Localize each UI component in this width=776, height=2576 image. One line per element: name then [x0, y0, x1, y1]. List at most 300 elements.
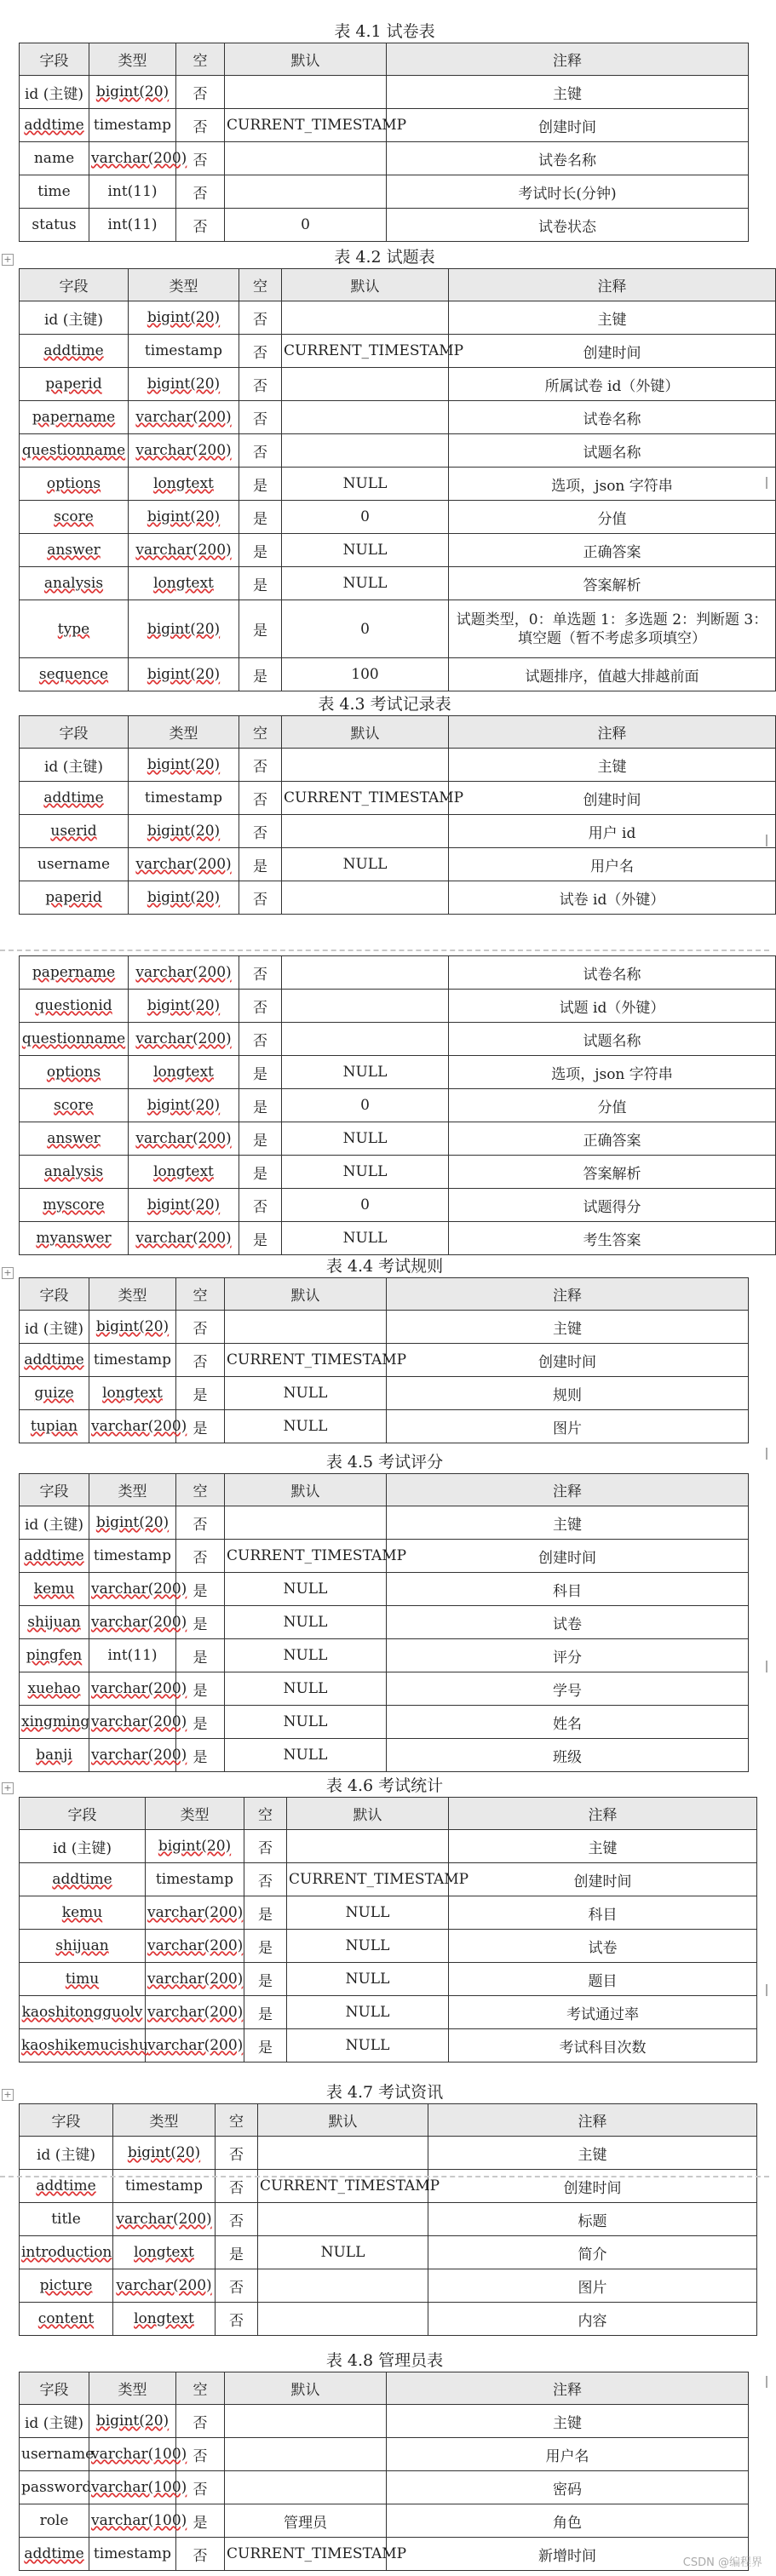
cell-comment: 主键: [449, 749, 776, 782]
cell-field: status: [20, 209, 89, 242]
cell-field: addtime: [20, 2170, 113, 2203]
table-resize-handle[interactable]: [762, 1661, 767, 1672]
table-row: [20, 1122, 776, 1156]
cell-null: 否: [176, 2405, 225, 2438]
cell-default: [282, 815, 449, 848]
cell-comment: 答案解析: [449, 1156, 776, 1189]
cell-comment: 主键: [449, 1830, 757, 1863]
column-header-type: 类型: [146, 1798, 244, 1830]
cell-type: timestamp: [129, 782, 239, 815]
table-header-row: [20, 716, 776, 749]
cell-comment: 标题: [428, 2203, 757, 2236]
cell-type: varchar(200): [129, 401, 239, 434]
cell-default: NULL: [225, 1672, 387, 1706]
cell-default: [225, 2471, 387, 2504]
column-header-field: 字段: [20, 269, 129, 301]
cell-type: bigint(20): [129, 881, 239, 915]
cell-null: 是: [239, 1056, 282, 1089]
table-header-row: [20, 2372, 749, 2405]
cell-field: paperid: [20, 881, 129, 915]
table-caption: 表 4.5 考试评分: [325, 1453, 444, 1472]
table-row: [20, 1930, 757, 1963]
cell-type: varchar(200): [89, 1672, 176, 1706]
cell-null: 否: [239, 301, 282, 335]
table-header-row: [20, 43, 749, 76]
cell-comment: 所属试卷 id（外键）: [449, 368, 776, 401]
cell-field: userid: [20, 815, 129, 848]
cell-null: 否: [176, 1344, 225, 1377]
table-row: [20, 142, 749, 175]
cell-type: bigint(20): [129, 658, 239, 691]
column-header-type: 类型: [89, 1474, 176, 1506]
cell-null: 否: [216, 2303, 258, 2336]
cell-default: 管理员: [225, 2504, 387, 2538]
column-header-default: 默认: [225, 2372, 387, 2405]
cell-type: int(11): [89, 209, 176, 242]
cell-field: id (主键): [20, 1311, 89, 1344]
cell-null: 是: [176, 1573, 225, 1606]
cell-default: NULL: [225, 1377, 387, 1410]
table-row: [20, 1573, 749, 1606]
cell-type: timestamp: [89, 109, 176, 142]
cell-comment: 主键: [387, 76, 749, 109]
column-header-default: 默认: [225, 1474, 387, 1506]
cell-default: [225, 76, 387, 109]
cell-type: bigint(20): [89, 2405, 176, 2438]
column-header-null: 空: [244, 1798, 287, 1830]
cell-field: introduction: [20, 2236, 113, 2269]
cell-comment: 主键: [387, 1311, 749, 1344]
cell-default: NULL: [282, 1056, 449, 1089]
table-header-row: [20, 1474, 749, 1506]
table-row: [20, 881, 776, 915]
cell-comment: 内容: [428, 2303, 757, 2336]
table-row: [20, 301, 776, 335]
schema-table: [19, 2372, 749, 2571]
cell-default: 0: [282, 600, 449, 658]
table-row: [20, 1996, 757, 2029]
cell-comment: 考生答案: [449, 1222, 776, 1255]
table-row: [20, 2236, 757, 2269]
table-row: [20, 209, 749, 242]
insert-row-handle-icon[interactable]: +: [2, 1267, 14, 1279]
cell-type: longtext: [129, 1156, 239, 1189]
cell-type: varchar(200): [129, 1122, 239, 1156]
cell-default: [225, 2405, 387, 2438]
cell-comment: 创建时间: [428, 2170, 757, 2203]
cell-type: bigint(20): [129, 990, 239, 1023]
cell-field: analysis: [20, 567, 129, 600]
cell-default: CURRENT_TIMESTAMP: [282, 782, 449, 815]
cell-comment: 主键: [387, 1506, 749, 1540]
cell-comment: 创建时间: [449, 1863, 757, 1896]
column-header-comment: 注释: [387, 2372, 749, 2405]
table-resize-handle[interactable]: [762, 2376, 767, 2388]
cell-default: [258, 2137, 428, 2170]
cell-type: bigint(20): [89, 1311, 176, 1344]
cell-type: varchar(200): [146, 1930, 244, 1963]
cell-field: timu: [20, 1963, 146, 1996]
cell-type: int(11): [89, 1639, 176, 1672]
cell-null: 是: [239, 1089, 282, 1122]
cell-null: 是: [239, 658, 282, 691]
cell-default: [282, 749, 449, 782]
table-row: [20, 1896, 757, 1930]
cell-comment: 新增时间: [387, 2538, 749, 2571]
table-row: [20, 2303, 757, 2336]
cell-type: varchar(200): [89, 1606, 176, 1639]
column-header-comment: 注释: [449, 1798, 757, 1830]
cell-null: 否: [239, 881, 282, 915]
column-header-null: 空: [176, 1474, 225, 1506]
cell-field: addtime: [20, 1863, 146, 1896]
cell-type: varchar(200): [89, 142, 176, 175]
cell-null: 否: [239, 368, 282, 401]
cell-null: 是: [239, 600, 282, 658]
table-row: [20, 600, 776, 658]
cell-default: NULL: [225, 1739, 387, 1772]
cell-type: bigint(20): [89, 1506, 176, 1540]
table-resize-handle[interactable]: [762, 477, 767, 489]
cell-field: username: [20, 848, 129, 881]
cell-default: [282, 990, 449, 1023]
cell-null: 否: [239, 1023, 282, 1056]
cell-field: tupian: [20, 1410, 89, 1443]
table-resize-handle[interactable]: [762, 1984, 767, 1996]
cell-type: timestamp: [89, 1540, 176, 1573]
cell-field: sequence: [20, 658, 129, 691]
cell-null: 是: [176, 2504, 225, 2538]
cell-field: options: [20, 468, 129, 501]
cell-null: 否: [244, 1830, 287, 1863]
cell-null: 是: [244, 2029, 287, 2063]
cell-field: shijuan: [20, 1606, 89, 1639]
column-header-comment: 注释: [387, 1474, 749, 1506]
cell-default: [282, 881, 449, 915]
cell-field: id (主键): [20, 76, 89, 109]
cell-field: addtime: [20, 1540, 89, 1573]
cell-type: varchar(200): [129, 434, 239, 468]
cell-comment: 试卷名称: [449, 956, 776, 990]
cell-comment: 试卷: [449, 1930, 757, 1963]
cell-type: varchar(200): [89, 1410, 176, 1443]
cell-field: id (主键): [20, 749, 129, 782]
cell-type: varchar(200): [129, 534, 239, 567]
cell-null: 否: [176, 2538, 225, 2571]
cell-field: questionname: [20, 1023, 129, 1056]
table-row: [20, 1963, 757, 1996]
table-row: [20, 468, 776, 501]
column-header-type: 类型: [113, 2104, 216, 2137]
cell-field: kemu: [20, 1896, 146, 1930]
cell-type: varchar(200): [113, 2269, 216, 2303]
table-caption: 表 4.2 试题表: [334, 248, 435, 267]
cell-type: varchar(200): [113, 2203, 216, 2236]
cell-default: [225, 175, 387, 209]
cell-type: longtext: [113, 2303, 216, 2336]
cell-type: varchar(200): [129, 1222, 239, 1255]
cell-comment: 角色: [387, 2504, 749, 2538]
column-header-null: 空: [239, 716, 282, 749]
cell-type: varchar(200): [146, 1996, 244, 2029]
cell-type: varchar(200): [146, 2029, 244, 2063]
schema-table: [19, 2103, 757, 2336]
cell-default: 100: [282, 658, 449, 691]
column-header-type: 类型: [129, 269, 239, 301]
cell-comment: 密码: [387, 2471, 749, 2504]
cell-field: shijuan: [20, 1930, 146, 1963]
cell-default: CURRENT_TIMESTAMP: [282, 335, 449, 368]
column-header-null: 空: [216, 2104, 258, 2137]
cell-null: 是: [176, 1377, 225, 1410]
table-caption: 表 4.8 管理员表: [325, 2351, 444, 2370]
cell-null: 是: [239, 468, 282, 501]
cell-field: papername: [20, 956, 129, 990]
column-header-comment: 注释: [387, 1278, 749, 1311]
table-row: [20, 368, 776, 401]
cell-type: timestamp: [129, 335, 239, 368]
cell-null: 是: [244, 1896, 287, 1930]
table-row: [20, 1023, 776, 1056]
cell-comment: 创建时间: [387, 109, 749, 142]
column-header-default: 默认: [225, 1278, 387, 1311]
table-row: [20, 1089, 776, 1122]
cell-default: NULL: [282, 1222, 449, 1255]
cell-null: 是: [239, 1222, 282, 1255]
cell-field: password: [20, 2471, 89, 2504]
cell-type: varchar(200): [89, 1706, 176, 1739]
cell-type: bigint(20): [129, 301, 239, 335]
cell-null: 否: [176, 1506, 225, 1540]
cell-null: 是: [176, 1606, 225, 1639]
cell-type: timestamp: [89, 2538, 176, 2571]
cell-type: timestamp: [89, 1344, 176, 1377]
table-row: [20, 2538, 749, 2571]
cell-null: 否: [216, 2170, 258, 2203]
cell-type: varchar(100): [89, 2438, 176, 2471]
cell-default: 0: [282, 1089, 449, 1122]
cell-null: 否: [176, 142, 225, 175]
table-row: [20, 1189, 776, 1222]
table-resize-handle[interactable]: [762, 835, 767, 846]
column-header-comment: 注释: [449, 269, 776, 301]
cell-null: 否: [176, 2438, 225, 2471]
table-row: [20, 1540, 749, 1573]
table-row: [20, 658, 776, 691]
cell-default: NULL: [225, 1410, 387, 1443]
table-row: [20, 534, 776, 567]
table-header-row: [20, 269, 776, 301]
table-header-row: [20, 1798, 757, 1830]
cell-type: bigint(20): [129, 600, 239, 658]
page-break: [0, 2176, 769, 2177]
cell-comment: 创建时间: [387, 1344, 749, 1377]
cell-null: 否: [244, 1863, 287, 1896]
cell-comment: 班级: [387, 1739, 749, 1772]
table-header-row: [20, 2104, 757, 2137]
table-row: [20, 1830, 757, 1863]
cell-comment: 主键: [428, 2137, 757, 2170]
table-row: [20, 1056, 776, 1089]
cell-comment: 评分: [387, 1639, 749, 1672]
cell-type: bigint(20): [129, 815, 239, 848]
cell-default: NULL: [225, 1639, 387, 1672]
table-row: [20, 1739, 749, 1772]
cell-comment: 分值: [449, 1089, 776, 1122]
cell-null: 否: [216, 2269, 258, 2303]
column-header-comment: 注释: [449, 716, 776, 749]
table-row: [20, 2029, 757, 2063]
cell-null: 是: [239, 567, 282, 600]
cell-default: CURRENT_TIMESTAMP: [287, 1863, 449, 1896]
column-header-type: 类型: [89, 43, 176, 76]
cell-null: 否: [239, 782, 282, 815]
column-header-default: 默认: [282, 269, 449, 301]
table-caption: 表 4.4 考试规则: [325, 1257, 444, 1276]
cell-default: NULL: [287, 2029, 449, 2063]
cell-comment: 考试时长(分钟): [387, 175, 749, 209]
cell-type: varchar(100): [89, 2504, 176, 2538]
cell-type: bigint(20): [129, 1189, 239, 1222]
cell-field: content: [20, 2303, 113, 2336]
cell-default: CURRENT_TIMESTAMP: [225, 1540, 387, 1573]
table-resize-handle[interactable]: [762, 1448, 767, 1460]
cell-default: [225, 1311, 387, 1344]
cell-field: name: [20, 142, 89, 175]
cell-null: 否: [176, 1311, 225, 1344]
cell-default: CURRENT_TIMESTAMP: [225, 109, 387, 142]
schema-table: [19, 43, 749, 242]
column-header-default: 默认: [282, 716, 449, 749]
cell-comment: 试题得分: [449, 1189, 776, 1222]
cell-default: NULL: [287, 1963, 449, 1996]
cell-type: bigint(20): [129, 1089, 239, 1122]
cell-default: NULL: [287, 1996, 449, 2029]
cell-field: options: [20, 1056, 129, 1089]
cell-comment: 分值: [449, 501, 776, 534]
cell-null: 否: [176, 209, 225, 242]
cell-type: longtext: [89, 1377, 176, 1410]
insert-row-handle-icon[interactable]: +: [2, 1782, 14, 1794]
cell-comment: 正确答案: [449, 534, 776, 567]
cell-field: questionid: [20, 990, 129, 1023]
cell-comment: 创建时间: [449, 335, 776, 368]
table-row: [20, 501, 776, 534]
cell-default: [258, 2269, 428, 2303]
table-row: [20, 2137, 757, 2170]
cell-type: varchar(200): [146, 1963, 244, 1996]
column-header-comment: 注释: [387, 43, 749, 76]
cell-default: NULL: [282, 534, 449, 567]
cell-default: 0: [282, 1189, 449, 1222]
column-header-field: 字段: [20, 1278, 89, 1311]
column-header-field: 字段: [20, 43, 89, 76]
table-row: [20, 956, 776, 990]
cell-field: addtime: [20, 1344, 89, 1377]
table-row: [20, 749, 776, 782]
cell-null: 是: [239, 534, 282, 567]
cell-comment: 试卷: [387, 1606, 749, 1639]
cell-field: addtime: [20, 335, 129, 368]
table-row: [20, 434, 776, 468]
cell-default: NULL: [225, 1606, 387, 1639]
cell-default: [282, 368, 449, 401]
cell-null: 否: [239, 434, 282, 468]
table-caption: 表 4.1 试卷表: [334, 22, 435, 41]
insert-row-handle-icon[interactable]: +: [2, 254, 14, 266]
cell-type: varchar(200): [89, 1573, 176, 1606]
cell-type: bigint(20): [146, 1830, 244, 1863]
cell-null: 否: [176, 175, 225, 209]
column-header-field: 字段: [20, 2104, 113, 2137]
table-row: [20, 2170, 757, 2203]
cell-default: NULL: [282, 567, 449, 600]
column-header-null: 空: [239, 269, 282, 301]
cell-comment: 主键: [387, 2405, 749, 2438]
cell-null: 是: [176, 1706, 225, 1739]
column-header-null: 空: [176, 2372, 225, 2405]
cell-null: 是: [239, 1122, 282, 1156]
cell-field: analysis: [20, 1156, 129, 1189]
cell-default: [282, 401, 449, 434]
cell-null: 是: [244, 1996, 287, 2029]
cell-type: timestamp: [113, 2170, 216, 2203]
cell-default: NULL: [225, 1573, 387, 1606]
table-row: [20, 782, 776, 815]
cell-type: timestamp: [146, 1863, 244, 1896]
cell-field: username: [20, 2438, 89, 2471]
cell-field: answer: [20, 534, 129, 567]
cell-field: role: [20, 2504, 89, 2538]
cell-default: CURRENT_TIMESTAMP: [225, 2538, 387, 2571]
table-row: [20, 848, 776, 881]
cell-type: bigint(20): [129, 501, 239, 534]
cell-type: varchar(200): [89, 1739, 176, 1772]
cell-comment: 试题类型，0：单选题 1：多选题 2：判断题 3：填空题（暂不考虑多项填空）: [449, 600, 776, 658]
cell-default: NULL: [282, 1122, 449, 1156]
cell-default: NULL: [258, 2236, 428, 2269]
table-row: [20, 2405, 749, 2438]
cell-type: longtext: [129, 567, 239, 600]
table-row: [20, 2504, 749, 2538]
table-row: [20, 1377, 749, 1410]
cell-comment: 创建时间: [387, 1540, 749, 1573]
cell-null: 否: [216, 2137, 258, 2170]
cell-null: 是: [244, 1930, 287, 1963]
cell-default: [258, 2203, 428, 2236]
cell-comment: 图片: [387, 1410, 749, 1443]
cell-comment: 用户名: [449, 848, 776, 881]
schema-table: [19, 1277, 749, 1443]
insert-row-handle-icon[interactable]: +: [2, 2089, 14, 2101]
column-header-default: 默认: [258, 2104, 428, 2137]
cell-comment: 试题排序，值越大排越前面: [449, 658, 776, 691]
cell-type: varchar(200): [129, 956, 239, 990]
column-header-field: 字段: [20, 2372, 89, 2405]
column-header-type: 类型: [89, 2372, 176, 2405]
table-row: [20, 990, 776, 1023]
column-header-null: 空: [176, 1278, 225, 1311]
cell-default: NULL: [287, 1896, 449, 1930]
cell-field: title: [20, 2203, 113, 2236]
column-header-default: 默认: [225, 43, 387, 76]
cell-comment: 创建时间: [449, 782, 776, 815]
cell-null: 否: [239, 401, 282, 434]
schema-table: [19, 268, 776, 691]
cell-comment: 试题 id（外键）: [449, 990, 776, 1023]
cell-field: answer: [20, 1122, 129, 1156]
cell-null: 否: [239, 749, 282, 782]
